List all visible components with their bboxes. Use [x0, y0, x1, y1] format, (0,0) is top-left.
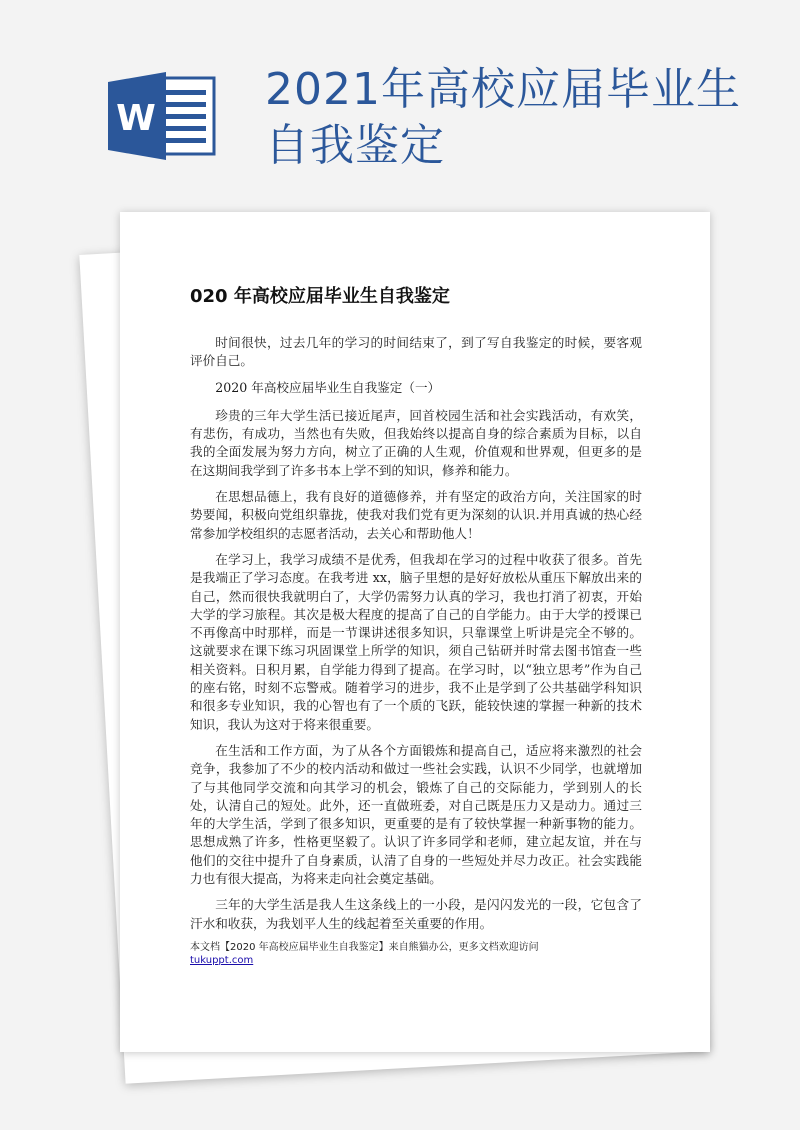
body-paragraph: 珍贵的三年大学生活已接近尾声，回首校园生活和社会实践活动，有欢笑，有悲伤，有成功，当然也有失败，但我始终以提高自身的综合素质为目标，以自我的全面发展为努力方向，树立了正确的人生观，价值观和世界观，但更多的是在这期间我学到了许多书本上学不到的知识，修养和能力。	[190, 407, 642, 478]
word-document-icon	[108, 72, 220, 160]
footnote-text: 本文档【2020 年高校应届毕业生自我鉴定】来自熊猫办公，更多文档欢迎访问	[190, 941, 539, 953]
word-logo-letter: W	[116, 98, 156, 139]
body-paragraph: 三年的大学生活是我人生这条线上的一小段，是闪闪发光的一段，它包含了汗水和收获，为我划平人生的线起着至关重要的作用。	[190, 897, 642, 931]
document-title: 020 年高校应届毕业生自我鉴定	[190, 286, 450, 307]
source-footnote	[190, 941, 642, 967]
body-paragraph: 在生活和工作方面，为了从各个方面锻炼和提高自己，适应将来激烈的社会竞争，我参加了不少的校内活动和做过一些社会实践，认识不少同学，也就增加了与其他同学交流和向其学习的机会，锻炼了自己的交际能力，学到别人的长处，认清自己的短处。此外，还一直做班委，对自己既是压力又是动力。通过三年的大学生活，学到了很多知识，更重要的是有了较快掌握一种新事物的能力。思想成熟了许多，性格更坚毅了。认识了许多同学和老师，建立起友谊，并在与他们的交往中提升了自身素质，认清了自身的一些短处并尽力改正。社会实践能力也有很大提高，为将来走向社会奠定基础。	[190, 742, 642, 887]
body-paragraph: 在思想品德上，我有良好的道德修养，并有坚定的政治方向，关注国家的时势要闻，积极向党组织靠拢，使我对我们党有更为深刻的认识.并用真诚的热心经常参加学校组织的志愿者活动，去关心和帮助他人！	[190, 489, 642, 541]
body-paragraph: 在学习上，我学习成绩不是优秀，但我却在学习的过程中收获了很多。首先是我端正了学习态度。在我考进 xx，脑子里想的是好好放松从重压下解放出来的自己，然而很快我就明白了，大学仍需努力认真的学习，我也打消了初衷，开始大学的学习旅程。其次是极大程度的提高了自己的自学能力。由于大学的授课已不再像高中时那样，而是一节课讲述很多知识，只靠课堂上听讲是完全不够的。这就要求在课下练习巩固课堂上所学的知识，须自己钻研并时常去图书馆查一些相关资料。日积月累，自学能力得到了提高。在学习时，以“独立思考”作为自己的座右铭，时刻不忘警戒。随着学习的进步，我不止是学到了公共基础学科知识和很多专业知识，我的心智也有了一个质的飞跃，能较快速的掌握一种新的技术知识，我认为这对于将来很重要。	[190, 551, 642, 732]
page-title: 2021年高校应届毕业生自我鉴定	[265, 64, 741, 171]
document-body	[190, 282, 642, 967]
section-subheading: 2020 年高校应届毕业生自我鉴定（一）	[215, 379, 441, 395]
intro-paragraph: 时间很快，过去几年的学习的时间结束了，到了写自我鉴定的时候，要客观评价自己。	[190, 335, 642, 369]
source-link[interactable]: tukuppt.com	[190, 954, 254, 966]
